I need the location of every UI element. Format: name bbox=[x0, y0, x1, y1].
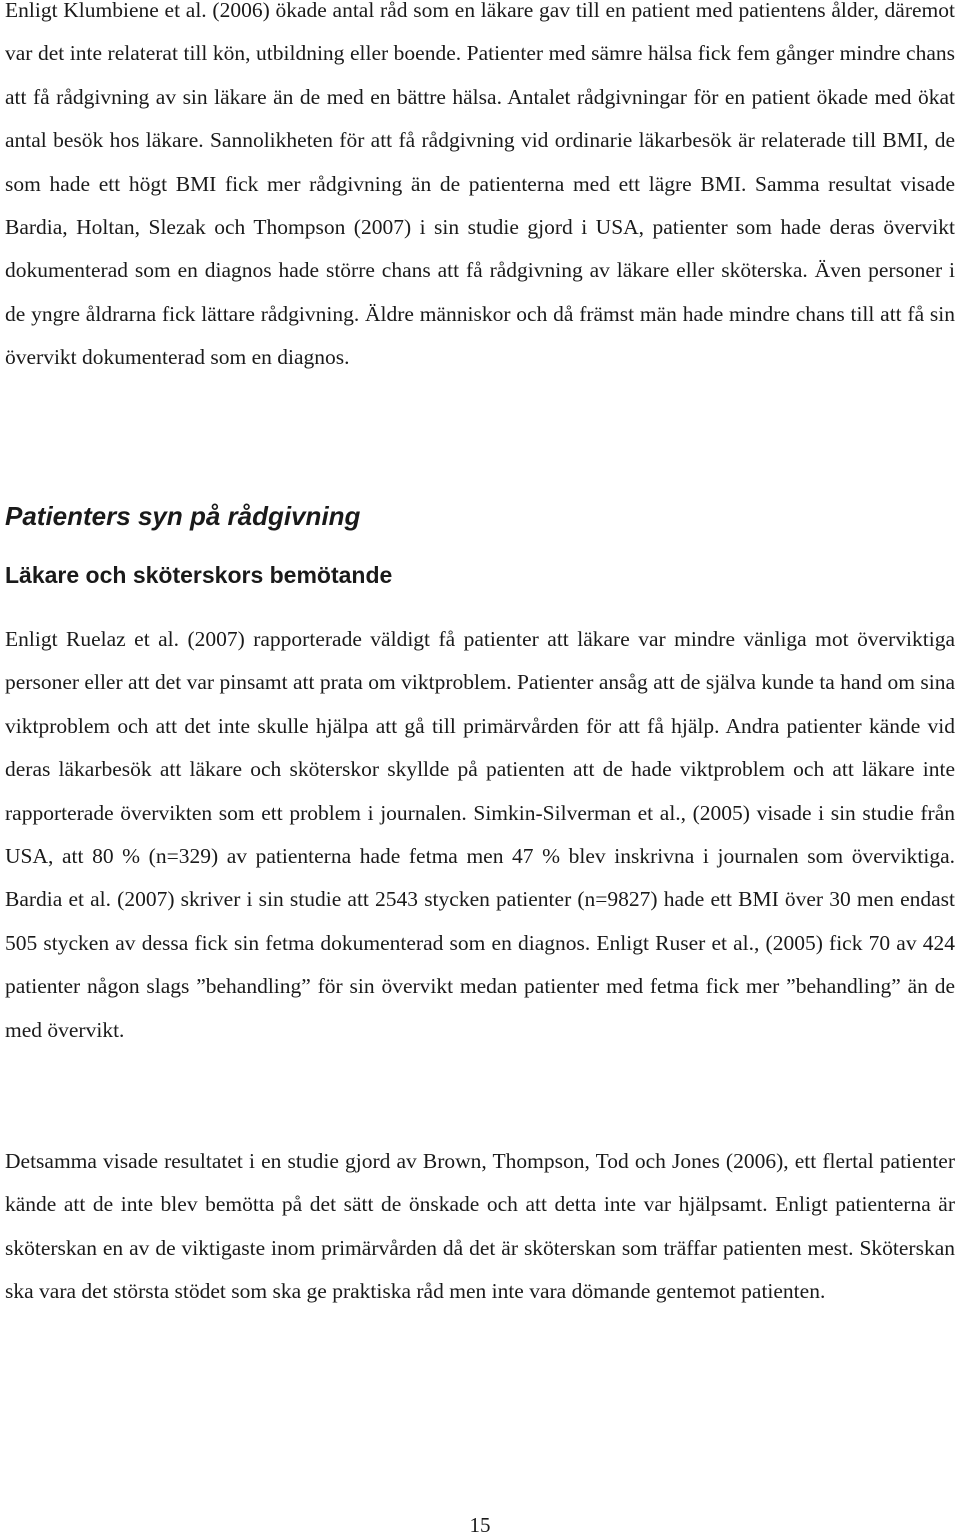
subsection-heading: Läkare och sköterskors bemötande bbox=[5, 562, 393, 588]
paragraph-3: Detsamma visade resultatet i en studie gjord av Brown, Thompson, Tod och Jones (2006), ett flertal patienter kände att de inte blev bemötta på det sätt de önskade och att detta inte var hjälpsamt. Enligt patienterna är sköterskan en av de viktigaste inom primärvården då det är sköterskan som träffar patienten mest. Sköterskan ska vara det största stödet som ska ge praktiska råd men inte vara dömande gentemot patienten. bbox=[5, 1149, 955, 1304]
section-heading: Patienters syn på rådgivning bbox=[5, 501, 361, 531]
page-number: 15 bbox=[469, 1513, 491, 1537]
paragraph-2: Enligt Ruelaz et al. (2007) rapporterade väldigt få patienter att läkare var mindre vänliga mot överviktiga personer eller att det var pinsamt att prata om viktproblem. Patienter ansåg att de själva kunde ta hand om sina viktproblem och att det inte skulle hjälpa att gå till primärvården för att få hjälp. Andra patienter kände vid deras läkarbesök att läkare och sköterskor skyllde på patienten att de hade viktproblem och att läkare inte rapporterade övervikten som ett problem i journalen. Simkin-Silverman et al., (2005) visade i sin studie från USA, att 80 % (n=329) av patienterna hade fetma men 47 % blev inskrivna i journalen som överviktiga. Bardia et al. (2007) skriver i sin studie att 2543 stycken patienter (n=9827) hade ett BMI över 30 men endast 505 stycken av dessa fick sin fetma dokumenterad som en diagnos. Enligt Ruser et al., (2005) fick 70 av 424 patienter någon slags ”behandling” för sin övervikt medan patienter med fetma fick mer ”behandling” än de med övervikt. bbox=[5, 627, 955, 1042]
paragraph-1: Enligt Klumbiene et al. (2006) ökade antal råd som en läkare gav till en patient med patientens ålder, däremot var det inte relaterat till kön, utbildning eller boende. Patienter med sämre hälsa fick fem gånger mindre chans att få rådgivning av sin läkare än de med en bättre hälsa. Antalet rådgivningar för en patient ökade med ökat antal besök hos läkare. Sannolikheten för att få rådgivning vid ordinarie läkarbesök är relaterade till BMI, de som hade ett högt BMI fick mer rådgivning än de patienterna med ett lägre BMI. Samma resultat visade Bardia, Holtan, Slezak och Thompson (2007) i sin studie gjord i USA, patienter som hade deras övervikt dokumenterad som en diagnos hade större chans att få rådgivning av läkare eller sköterska. Även personer i de yngre åldrarna fick lättare rådgivning. Äldre människor och då främst män hade mindre chans till att få sin övervikt dokumenterad som en diagnos. bbox=[5, 0, 955, 370]
